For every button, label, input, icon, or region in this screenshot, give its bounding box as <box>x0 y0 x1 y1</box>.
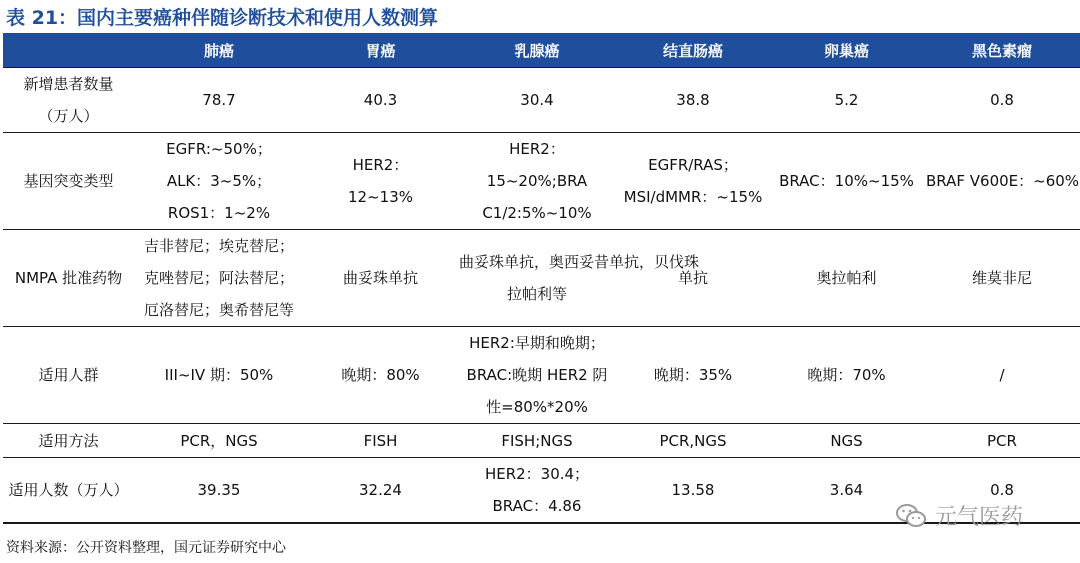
table-cell <box>134 327 304 424</box>
watermark <box>895 500 1023 531</box>
cell-line: NMPA 批准药物 <box>14 269 123 287</box>
cell-line: 13.58 <box>671 481 715 499</box>
table-cell <box>304 424 457 458</box>
table-cell <box>924 327 1080 424</box>
table-cell <box>769 68 924 133</box>
wechat-icon <box>895 502 927 530</box>
table-row <box>3 133 1080 230</box>
table-cell <box>134 230 304 327</box>
cell-line: 0.8 <box>990 481 1014 499</box>
row-label <box>3 327 134 424</box>
table-cell <box>304 133 457 230</box>
cell-line: （万人） <box>38 107 99 125</box>
table-cell <box>304 68 457 133</box>
cell-line: 基因突变类型 <box>23 172 114 190</box>
cell-line: HER2：30.4； <box>484 465 590 483</box>
cell-line: / <box>999 366 1005 384</box>
cell-line: 拉帕利等 <box>506 285 567 303</box>
table-cell <box>617 68 769 133</box>
table-cell <box>617 424 769 458</box>
row-label <box>3 230 134 327</box>
cell-line: BRAC：10%~15% <box>779 172 914 190</box>
table-cell <box>769 327 924 424</box>
cell-line: 30.4 <box>520 91 554 109</box>
cell-line: III~IV 期：50% <box>164 366 274 384</box>
header-cell <box>3 33 134 68</box>
cell-line: 40.3 <box>363 91 398 109</box>
cell-line: 晚期：35% <box>653 366 733 384</box>
cell-line: 晚期：70% <box>807 366 886 384</box>
cell-line: FISH;NGS <box>501 431 573 450</box>
cell-line: PCR <box>987 431 1017 450</box>
cell-line: 15~20%;BRA <box>486 172 588 190</box>
cell-line: 39.35 <box>197 481 241 499</box>
cell-line: HER2： <box>352 156 409 174</box>
header-cell: 胃癌 <box>304 33 457 68</box>
cell-line: 性=80%*20% <box>486 398 588 416</box>
table-cell <box>617 458 769 524</box>
cell-line: 单抗 <box>677 269 708 287</box>
header-row <box>3 33 1080 68</box>
table-cell <box>457 458 617 524</box>
cell-line: HER2:早期和晚期； <box>469 334 605 352</box>
table-row <box>3 327 1080 424</box>
table-cell <box>134 458 304 524</box>
table-cell <box>304 230 457 327</box>
header-cell: 肺癌 <box>134 33 304 68</box>
header-cell: 乳腺癌 <box>457 33 617 68</box>
header-cell: 黑色素瘤 <box>924 33 1080 68</box>
cell-line: 曲妥珠单抗 <box>342 269 418 287</box>
source-note: 资料来源：公开资料整理，国元证券研究中心 <box>6 540 286 556</box>
cell-line: PCR,NGS <box>659 431 727 450</box>
page-title: 表 21：国内主要癌种伴随诊断技术和使用人数测算 <box>6 7 439 29</box>
table-cell <box>617 327 769 424</box>
cell-line: BRAC:晚期 HER2 阴 <box>466 366 608 384</box>
header-cell: 结直肠癌 <box>617 33 769 68</box>
table-cell <box>457 133 617 230</box>
table-cell <box>617 133 769 230</box>
row-label <box>3 424 134 458</box>
table-row <box>3 230 1080 327</box>
header-cell: 卵巢癌 <box>769 33 924 68</box>
cell-line: HER2： <box>509 140 565 158</box>
cell-line: C1/2:5%~10% <box>482 204 592 222</box>
cell-line: 3.64 <box>829 481 864 499</box>
cell-line: 0.8 <box>990 91 1014 109</box>
table-cell <box>769 230 924 327</box>
cell-line: 新增患者数量 <box>23 75 114 93</box>
cell-line: PCR，NGS <box>180 431 258 450</box>
table-row <box>3 424 1080 458</box>
row-label <box>3 458 134 524</box>
cell-line: 38.8 <box>676 91 710 109</box>
table-cell <box>924 133 1080 230</box>
table-cell <box>134 68 304 133</box>
table-cell <box>304 327 457 424</box>
row-label <box>3 68 134 133</box>
table-cell <box>769 133 924 230</box>
table-cell <box>134 424 304 458</box>
cell-line: 适用人数（万人） <box>8 481 129 499</box>
cell-line: 晚期：80% <box>341 366 420 384</box>
cell-line: NGS <box>830 431 863 450</box>
cell-line: 曲妥珠单抗，奥西妥昔单抗，贝伐珠 <box>459 253 700 271</box>
cell-line: 适用方法 <box>38 431 99 450</box>
cancer-diagnostics-table <box>3 33 1080 524</box>
cell-line: 12~13% <box>348 188 413 206</box>
table-cell <box>457 230 700 327</box>
table-cell <box>304 458 457 524</box>
table-cell <box>769 424 924 458</box>
watermark-text: 元气医药 <box>935 505 1024 530</box>
table-cell <box>924 424 1080 458</box>
table-cell <box>457 68 617 133</box>
table-cell <box>457 424 617 458</box>
cell-line: EGFR/RAS； <box>648 156 738 174</box>
cell-line: 厄洛替尼；奥希替尼等 <box>143 301 294 319</box>
cell-line: FISH <box>363 431 398 450</box>
cell-line: BRAF V600E：~60% <box>926 172 1080 190</box>
cell-line: 吉非替尼；埃克替尼； <box>143 237 294 255</box>
cell-line: ALK：3~5%； <box>166 172 272 190</box>
table-cell <box>924 68 1080 133</box>
cell-line: BRAC：4.86 <box>492 497 582 515</box>
cell-line: 适用人群 <box>38 366 99 384</box>
cell-line: 克唑替尼；阿法替尼； <box>143 269 294 287</box>
cell-line: 维莫非尼 <box>971 269 1032 287</box>
table-cell <box>134 133 304 230</box>
table-cell <box>924 230 1080 327</box>
cell-line: 32.24 <box>359 481 402 499</box>
cell-line: EGFR:~50%； <box>166 140 272 158</box>
cell-line: ROS1：1~2% <box>167 204 271 222</box>
table-row <box>3 68 1080 133</box>
cell-line: MSI/dMMR：~15% <box>623 188 763 206</box>
table-cell <box>617 230 769 327</box>
cell-line: 78.7 <box>202 91 236 109</box>
row-label <box>3 133 134 230</box>
table-cell <box>457 327 617 424</box>
cell-line: 奥拉帕利 <box>816 269 877 287</box>
cell-line: 5.2 <box>834 91 859 109</box>
